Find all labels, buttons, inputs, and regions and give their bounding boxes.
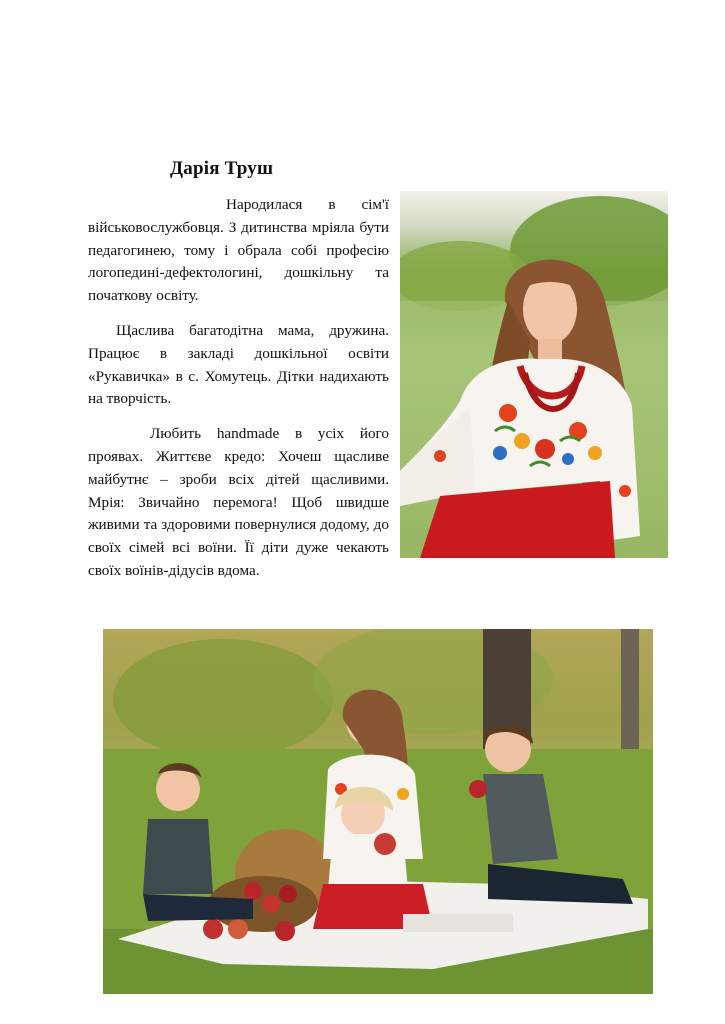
page-title: Дарія Труш xyxy=(170,158,274,179)
bio-paragraph-2: Щаслива багатодітна мама, дружина. Працює в закладі дошкільної освіти «Рукавичка» в с. Хомутець. Дітки надихають на творчість. xyxy=(88,321,389,408)
bio-paragraph-1: Народилася в сім'ї військовослужбовця. З дитинства мріяла бути педагогинею, тому і обрала собі професію логопедині-дефектологині, дошкільну та початкову освіту. xyxy=(88,196,389,305)
bio-text xyxy=(88,194,389,595)
family-photo xyxy=(103,629,653,994)
bio-paragraph-3: Любить handmade в усіх його проявах. Життєве кредо: Хочеш щасливе майбутнє – зроби всіх дітей щасливими. Мрія: Звичайно перемога! Щоб швидше живими та здоровими повернулися додому, до своїх сімей всі воїни. Її діти дуже чекають своїх воїнів-дідусів вдома. xyxy=(88,425,389,579)
portrait-photo xyxy=(400,191,668,558)
